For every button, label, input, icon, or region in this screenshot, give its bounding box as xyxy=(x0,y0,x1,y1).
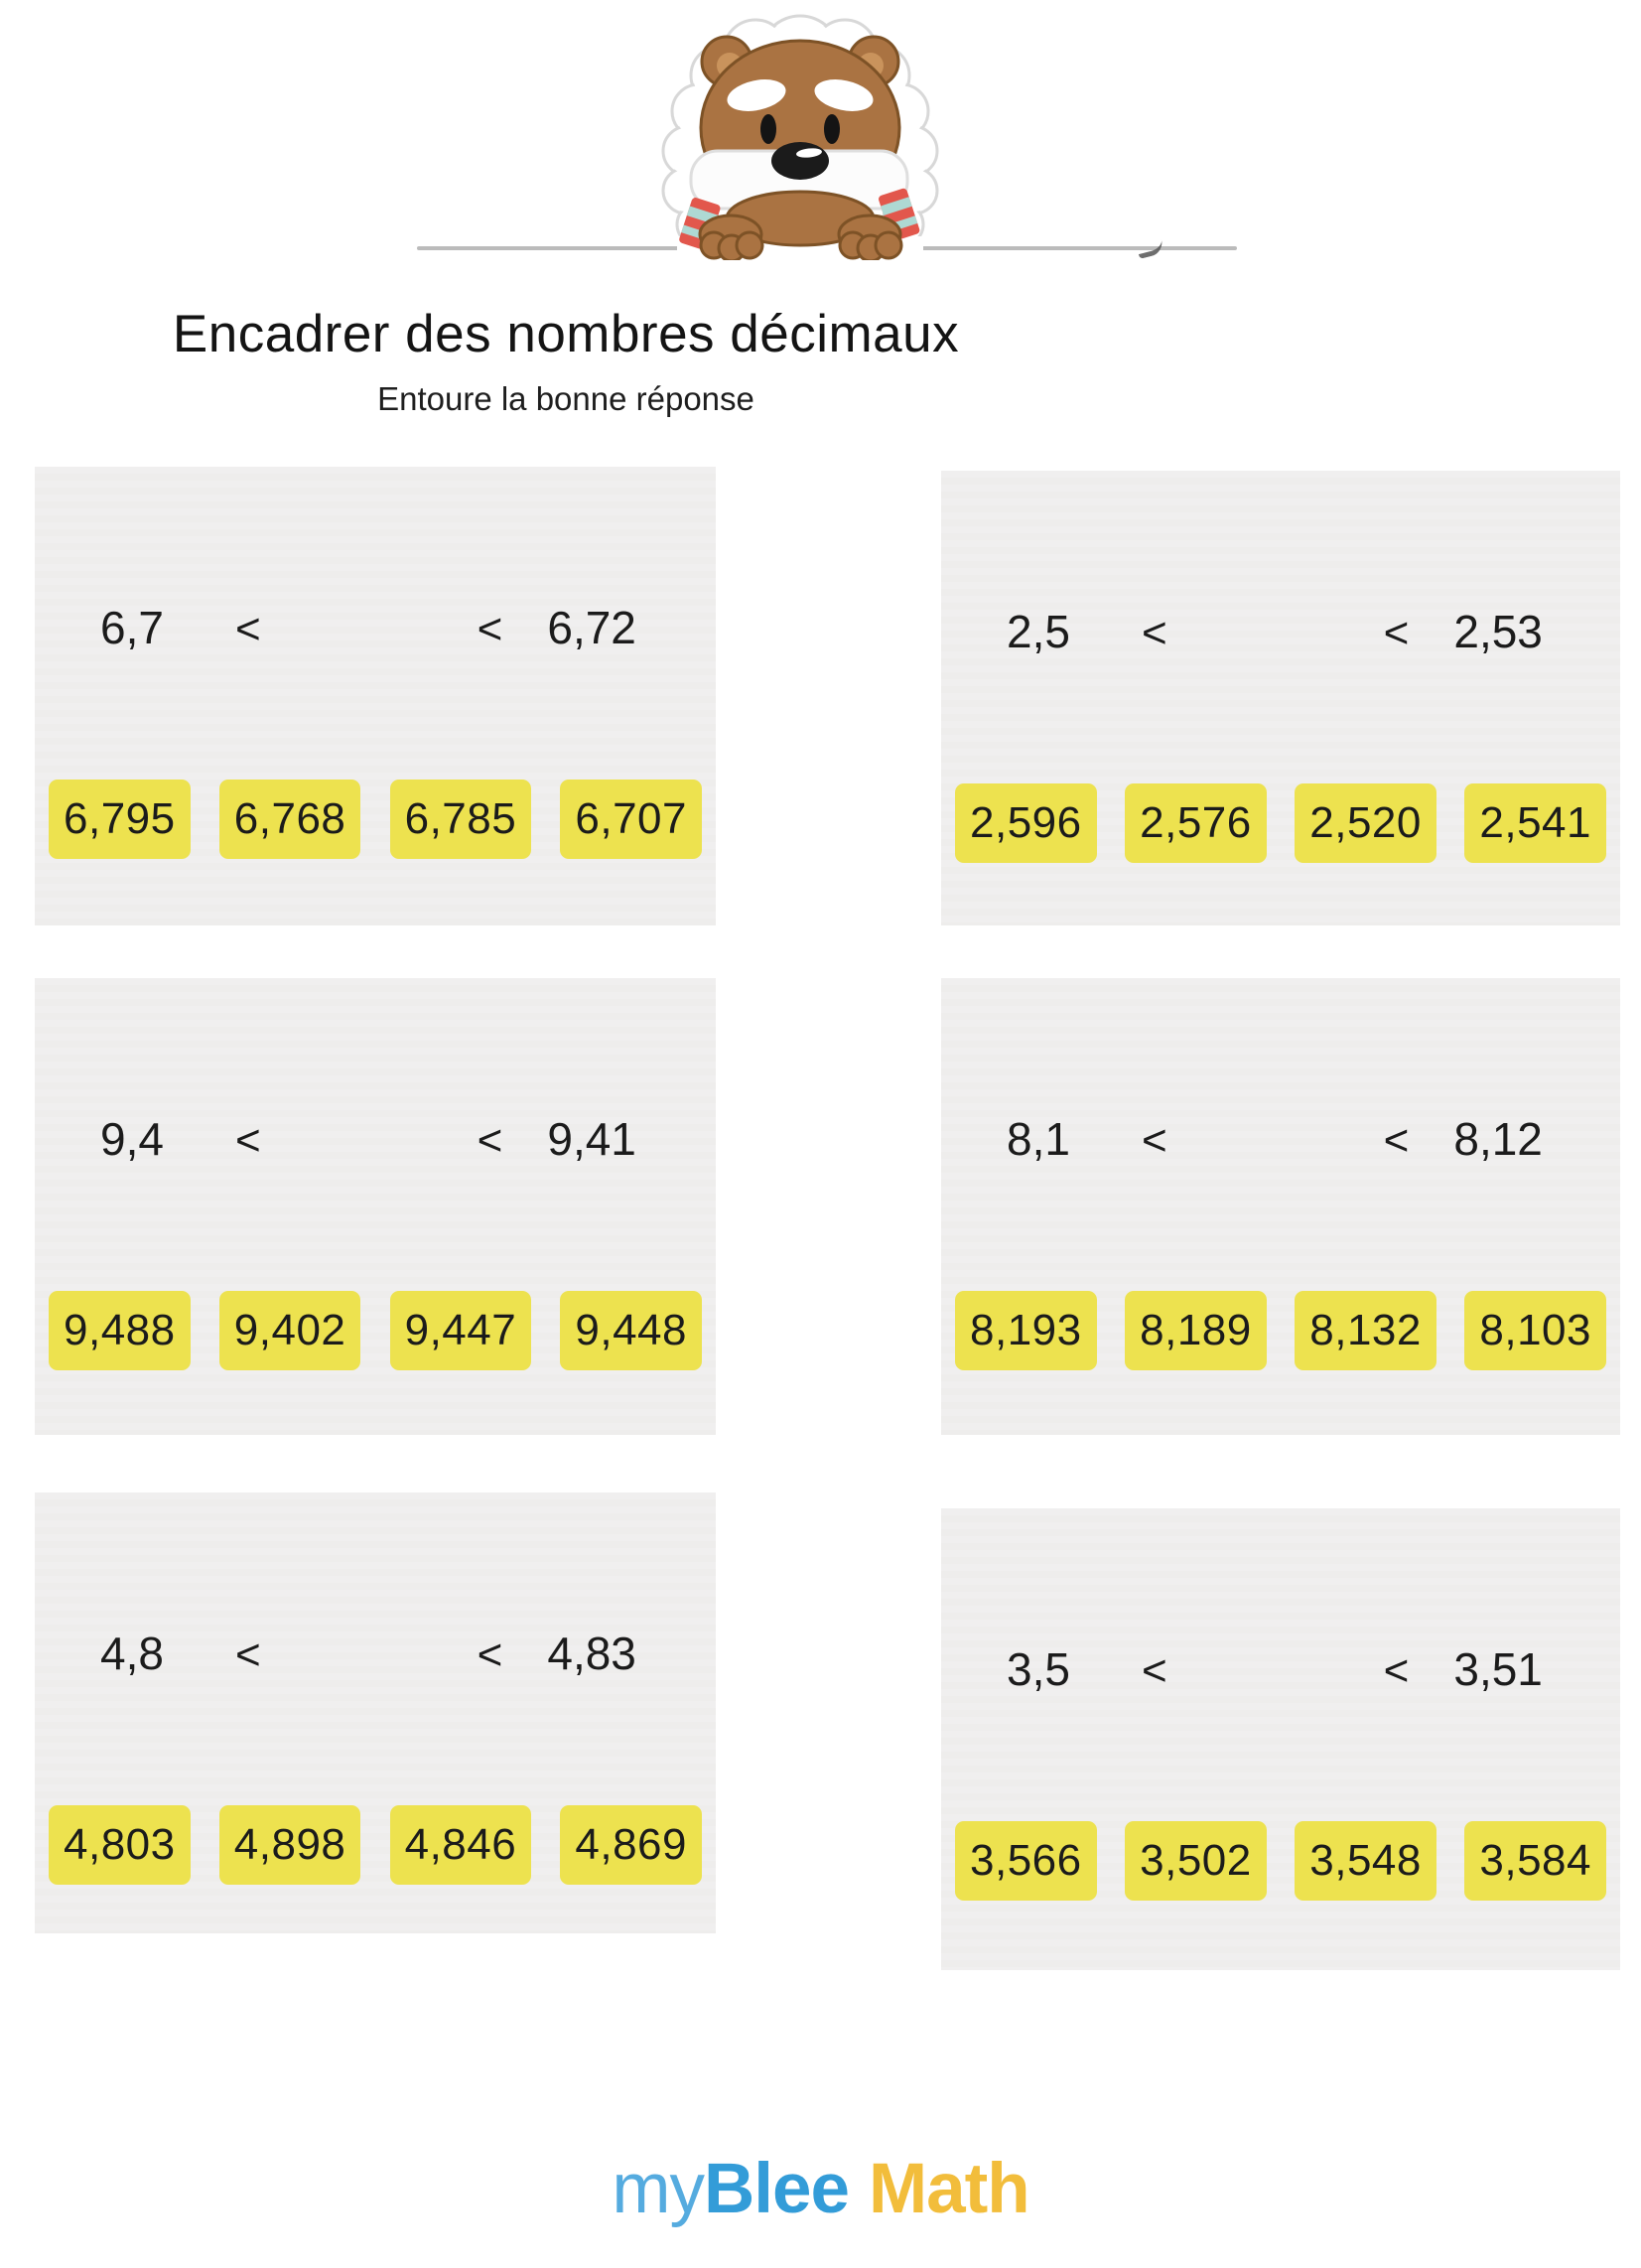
upper-bound: 6,72 xyxy=(547,602,636,653)
less-than-sign: < xyxy=(234,1116,261,1165)
answer-option[interactable]: 6,768 xyxy=(219,780,361,859)
lower-bound: 8,1 xyxy=(1007,1113,1070,1165)
answer-blank xyxy=(261,1097,478,1155)
less-than-sign: < xyxy=(234,605,261,653)
answer-option[interactable]: 3,584 xyxy=(1464,1821,1606,1901)
logo-my: my xyxy=(612,2150,704,2228)
page-title: Encadrer des nombres décimaux xyxy=(172,305,960,363)
lower-bound: 4,8 xyxy=(100,1628,164,1679)
upper-bound: 4,83 xyxy=(547,1628,636,1679)
upper-bound: 3,51 xyxy=(1453,1643,1543,1695)
answer-options-row xyxy=(49,1291,702,1370)
answer-option[interactable]: 8,193 xyxy=(955,1291,1097,1370)
answer-option[interactable]: 6,785 xyxy=(390,780,532,859)
exercise-panel-5 xyxy=(35,1492,716,1933)
answer-option[interactable]: 2,520 xyxy=(1295,783,1436,863)
answer-option[interactable]: 6,707 xyxy=(560,780,702,859)
answer-option[interactable]: 9,447 xyxy=(390,1291,532,1370)
answer-option[interactable]: 9,488 xyxy=(49,1291,191,1370)
inequality-row xyxy=(35,586,716,654)
logo-math: Math xyxy=(868,2150,1029,2228)
inequality-row xyxy=(35,1612,716,1680)
upper-bound: 9,41 xyxy=(547,1113,636,1165)
inequality-row xyxy=(941,590,1620,658)
inequality-row xyxy=(35,1097,716,1166)
lower-bound: 2,5 xyxy=(1007,606,1070,657)
myblee-math-logo xyxy=(0,2149,1641,2229)
answer-options-row xyxy=(955,783,1606,863)
exercise-panel-1 xyxy=(35,467,716,925)
less-than-sign: < xyxy=(1383,1116,1410,1165)
answer-option[interactable]: 8,103 xyxy=(1464,1291,1606,1370)
answer-option[interactable]: 8,132 xyxy=(1295,1291,1436,1370)
answer-blank xyxy=(261,1612,478,1669)
answer-options-row xyxy=(49,1805,702,1885)
exercise-panel-6 xyxy=(941,1508,1620,1970)
less-than-sign: < xyxy=(1141,1646,1167,1695)
answer-option[interactable]: 4,803 xyxy=(49,1805,191,1885)
answer-option[interactable]: 9,448 xyxy=(560,1291,702,1370)
lower-bound: 3,5 xyxy=(1007,1643,1070,1695)
less-than-sign: < xyxy=(1141,609,1167,657)
less-than-sign: < xyxy=(477,1116,503,1165)
page-subtitle: Entoure la bonne réponse xyxy=(377,380,754,417)
answer-option[interactable]: 2,576 xyxy=(1125,783,1267,863)
lower-bound: 9,4 xyxy=(100,1113,164,1165)
exercise-panel-2 xyxy=(941,471,1620,925)
less-than-sign: < xyxy=(1383,1646,1410,1695)
exercise-panel-3 xyxy=(35,978,716,1435)
answer-options-row xyxy=(49,780,702,859)
upper-bound: 2,53 xyxy=(1453,606,1543,657)
lion-mascot-icon xyxy=(635,4,965,260)
lower-bound: 6,7 xyxy=(100,602,164,653)
less-than-sign: < xyxy=(1383,609,1410,657)
exercise-panel-4 xyxy=(941,978,1620,1435)
worksheet-header xyxy=(0,304,1132,418)
answer-option[interactable]: 4,869 xyxy=(560,1805,702,1885)
logo-blee: Blee xyxy=(704,2150,849,2228)
answer-option[interactable]: 3,548 xyxy=(1295,1821,1436,1901)
answer-options-row xyxy=(955,1821,1606,1901)
answer-option[interactable]: 3,566 xyxy=(955,1821,1097,1901)
answer-option[interactable]: 9,402 xyxy=(219,1291,361,1370)
answer-blank xyxy=(261,586,478,643)
answer-option[interactable]: 4,898 xyxy=(219,1805,361,1885)
answer-option[interactable]: 2,541 xyxy=(1464,783,1606,863)
answer-option[interactable]: 6,795 xyxy=(49,780,191,859)
answer-option[interactable]: 8,189 xyxy=(1125,1291,1267,1370)
answer-option[interactable]: 4,846 xyxy=(390,1805,532,1885)
less-than-sign: < xyxy=(1141,1116,1167,1165)
answer-option[interactable]: 3,502 xyxy=(1125,1821,1267,1901)
answer-blank xyxy=(1167,1097,1384,1155)
answer-blank xyxy=(1167,590,1384,647)
answer-options-row xyxy=(955,1291,1606,1370)
less-than-sign: < xyxy=(234,1630,261,1679)
less-than-sign: < xyxy=(477,605,503,653)
answer-option[interactable]: 2,596 xyxy=(955,783,1097,863)
inequality-row xyxy=(941,1097,1620,1166)
upper-bound: 8,12 xyxy=(1453,1113,1543,1165)
less-than-sign: < xyxy=(477,1630,503,1679)
inequality-row xyxy=(941,1628,1620,1696)
answer-blank xyxy=(1167,1628,1384,1685)
